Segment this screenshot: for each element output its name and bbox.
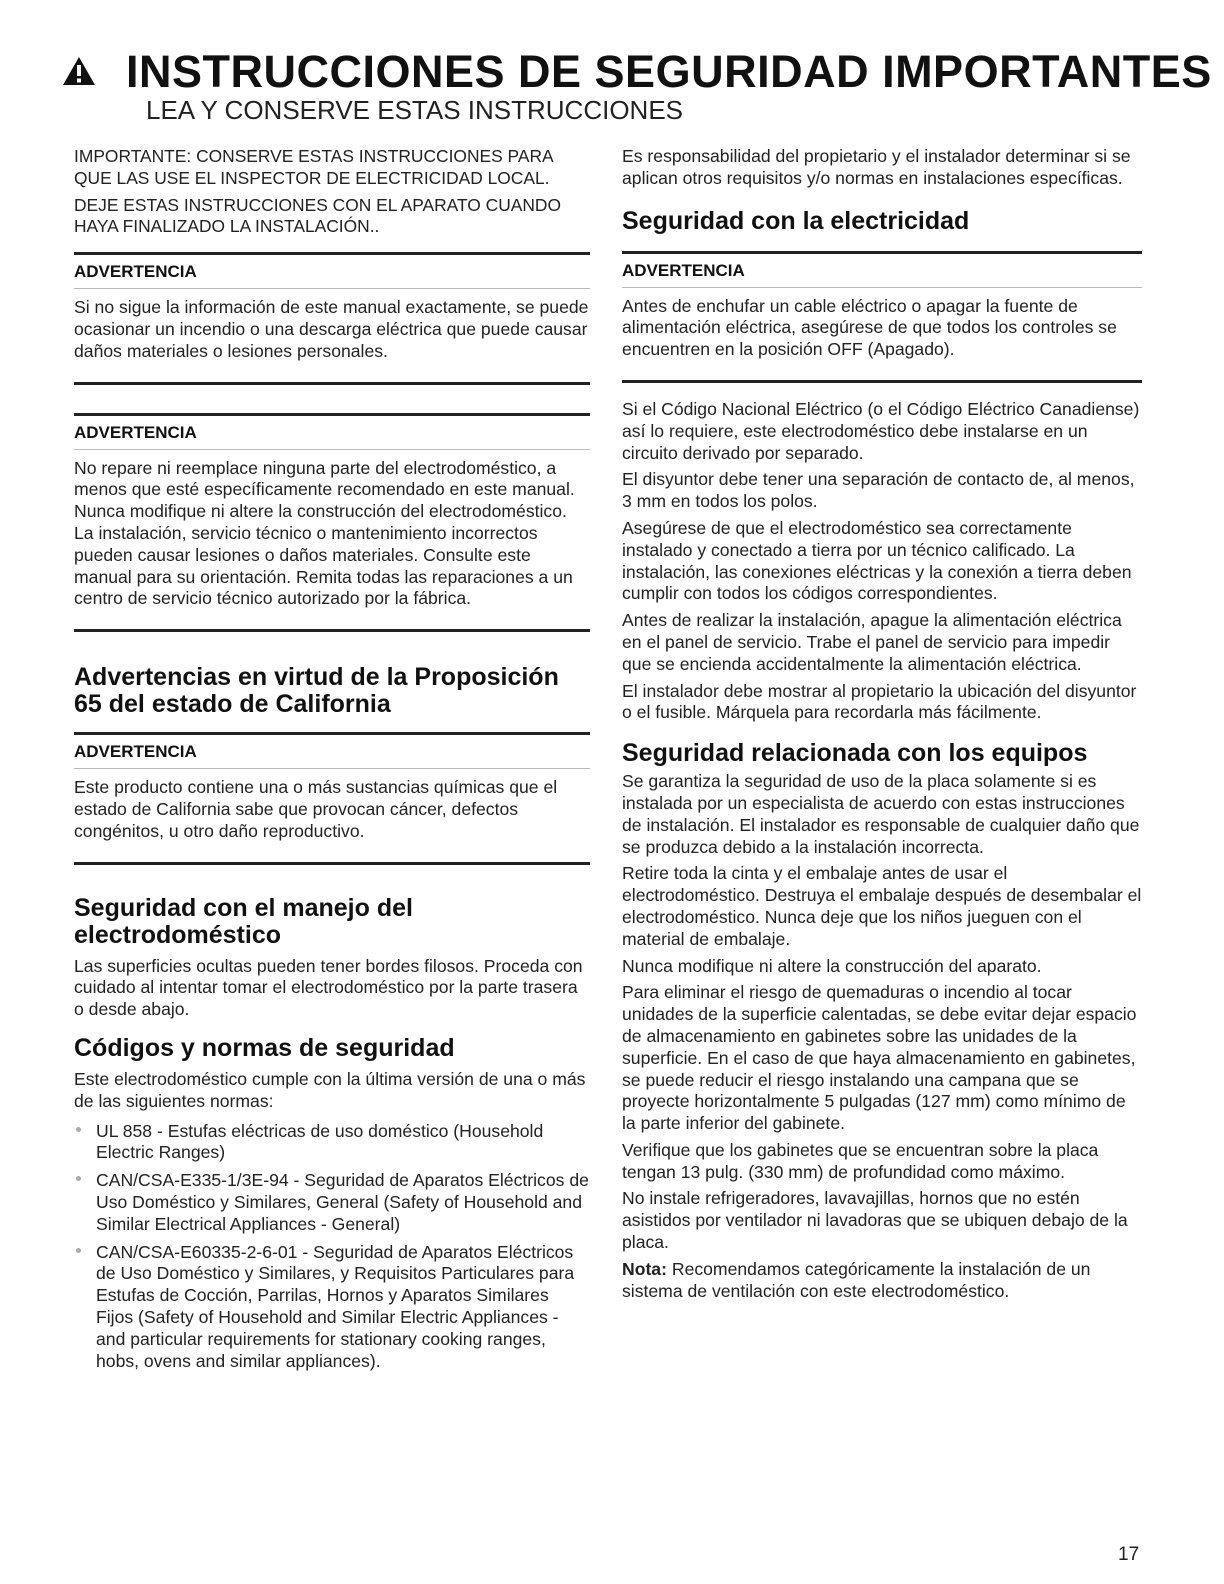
section-heading-codes: Códigos y normas de seguridad: [74, 1033, 455, 1062]
intro-paragraph: IMPORTANTE: CONSERVE ESTAS INSTRUCCIONES PARA QUE LAS USE EL INSPECTOR DE ELECTRICIDAD LOCAL.: [74, 146, 553, 188]
equipment-paragraph: Retire toda la cinta y el embalaje antes de usar el electrodoméstico. Destruya el embalaje después de desembalar el electrodoméstico. Nunca deje que los niños jueguen con el material de embalaje.: [622, 863, 1142, 949]
warning-text: Este producto contiene una o más sustancias químicas que el estado de California sabe que provocan cáncer, defectos congénitos, u otro daño reproductivo.: [74, 777, 558, 841]
warning-label: ADVERTENCIA: [74, 735, 590, 769]
page-subtitle: LEA Y CONSERVE ESTAS INSTRUCCIONES: [146, 95, 684, 126]
equipment-paragraph: Para eliminar el riesgo de quemaduras o incendio al tocar unidades de la superficie calentadas, se debe evitar dejar espacio de almacenamiento en gabinetes sobre las unidades de la superficie. En el caso de que haya almacenamiento en gabinetes, se puede reducir el riesgo instalando una campana que se proyecte horizontalmente 5 pulgadas (127 mm) como mínimo de la parte inferior del gabinete.: [622, 982, 1137, 1134]
list-item: UL 858 - Estufas eléctricas de uso doméstico (Household Electric Ranges): [74, 1121, 590, 1165]
electric-paragraph: El disyuntor debe tener una separación de contacto de, al menos, 3 mm en todos los polos.: [622, 469, 1135, 512]
section-heading-equipment: Seguridad relacionada con los equipos: [622, 739, 1088, 768]
section-heading-prop65: Advertencias en virtud de la Proposición 65 del estado de California: [74, 663, 559, 719]
warning-box-prop65: [74, 732, 590, 864]
page-title: INSTRUCCIONES DE SEGURIDAD IMPORTANTES: [60, 48, 1180, 99]
section-heading-electric: Seguridad con la electricidad: [622, 206, 970, 235]
electric-paragraph: Asegúrese de que el electrodoméstico sea correctamente instalado y conectado a tierra por un técnico calificado. La instalación, las conexiones eléctricas y la conexión a tierra deben cumplir con todos los códigos correspondientes.: [622, 517, 1132, 604]
page-header: [60, 46, 1212, 126]
warning-triangle-icon: [62, 47, 96, 95]
warning-label: ADVERTENCIA: [622, 254, 1142, 288]
warning-label: ADVERTENCIA: [74, 255, 590, 289]
note-text: Recomendamos categóricamente la instalación de un sistema de ventilación con este electrodoméstico.: [622, 1258, 1091, 1301]
note-paragraph: [622, 1259, 1142, 1303]
page-number: 17: [1118, 1544, 1140, 1565]
right-column: [622, 146, 1142, 1307]
list-item: CAN/CSA-E335-1/3E-94 - Seguridad de Aparatos Eléctricos de Uso Doméstico y Similares, General (Safety of Household and Similar Electrical Appliances - General): [74, 1170, 590, 1235]
bullet-icon: [76, 1248, 81, 1253]
warning-text: Si no sigue la información de este manual exactamente, se puede ocasionar un incendio o una descarga eléctrica que puede causar daños materiales o lesiones personales.: [74, 297, 589, 361]
warning-box-fire: [74, 252, 590, 384]
intro-paragraph: DEJE ESTAS INSTRUCCIONES CON EL APARATO CUANDO HAYA FINALIZADO LA INSTALACIÓN..: [74, 194, 562, 237]
equipment-paragraph: Verifique que los gabinetes que se encuentran sobre la placa tengan 13 pulg. (330 mm) de profundidad como máximo.: [622, 1139, 1099, 1182]
warning-box-electric: [622, 251, 1142, 383]
standards-list: [74, 1121, 590, 1373]
equipment-paragraph: Se garantiza la seguridad de uso de la placa solamente si es instalada por un especialista de acuerdo con estas instrucciones de instalación. El instalador es responsable de cualquier daño que se produzca debido a la instalación incorrecta.: [622, 771, 1140, 857]
electric-paragraph: Si el Código Nacional Eléctrico (o el Código Eléctrico Canadiense) así lo requiere, este electrodoméstico debe instalarse en un circuito derivado por separado.: [622, 398, 1140, 463]
equipment-paragraph: Nunca modifique ni altere la construcción del aparato.: [622, 955, 1042, 976]
handling-text: Las superficies ocultas pueden tener bordes filosos. Proceda con cuidado al intentar tomar el electrodoméstico por la parte trasera o desde abajo.: [74, 955, 583, 1020]
bullet-icon: [76, 1127, 81, 1132]
equipment-paragraph: No instale refrigeradores, lavavajillas, hornos que no estén asistidos por ventilador ni lavadoras que se ubiquen debajo de la placa.: [622, 1188, 1128, 1253]
list-item: CAN/CSA-E60335-2-6-01 - Seguridad de Aparatos Eléctricos de Uso Doméstico y Similares, y Requisitos Particulares para Estufas de Cocción, Parrilas, Hornos y Aparatos Similares Fijos (Safety of Household and Similar Electric Appliances - and particular requirements for stationary cooking ranges, hobs, ovens and similar appliances).: [74, 1242, 590, 1373]
warning-label: ADVERTENCIA: [74, 416, 590, 450]
note-label: Nota:: [622, 1258, 667, 1279]
left-column: [74, 146, 590, 1378]
section-heading-handling: Seguridad con el manejo del electrodoméstico: [74, 893, 413, 949]
electric-paragraph: Antes de realizar la instalación, apague la alimentación eléctrica en el panel de servicio. Trabe el panel de servicio para impedir que se encienda accidentalmente la alimentación eléctrica.: [622, 610, 1122, 674]
electric-paragraph: El instalador debe mostrar al propietario la ubicación del disyuntor o el fusible. Márquela para recordarla más fácilmente.: [622, 680, 1137, 723]
warning-box-repair: [74, 413, 590, 633]
warning-text: No repare ni reemplace ninguna parte del electrodoméstico, a menos que esté específicamente recomendado en este manual. Nunca modifique ni altere la construcción del electrodoméstico. La instalación, servicio técnico o mantenimiento incorrectos pueden causar lesiones o daños materiales. Consulte este manual para su orientación. Remita todas las reparaciones a un centro de servicio técnico autorizado por la fábrica.: [74, 457, 575, 609]
warning-text: Antes de enchufar un cable eléctrico o apagar la fuente de alimentación eléctrica, asegúrese de que todos los controles se encuentren en la posición OFF (Apagado).: [622, 295, 1117, 360]
responsibility-text: Es responsabilidad del propietario y el instalador determinar si se aplican otros requisitos y/o normas en instalaciones específicas.: [622, 146, 1131, 188]
codes-text: Este electrodoméstico cumple con la última versión de una o más de las siguientes normas:: [74, 1068, 586, 1111]
bullet-icon: [76, 1176, 81, 1181]
